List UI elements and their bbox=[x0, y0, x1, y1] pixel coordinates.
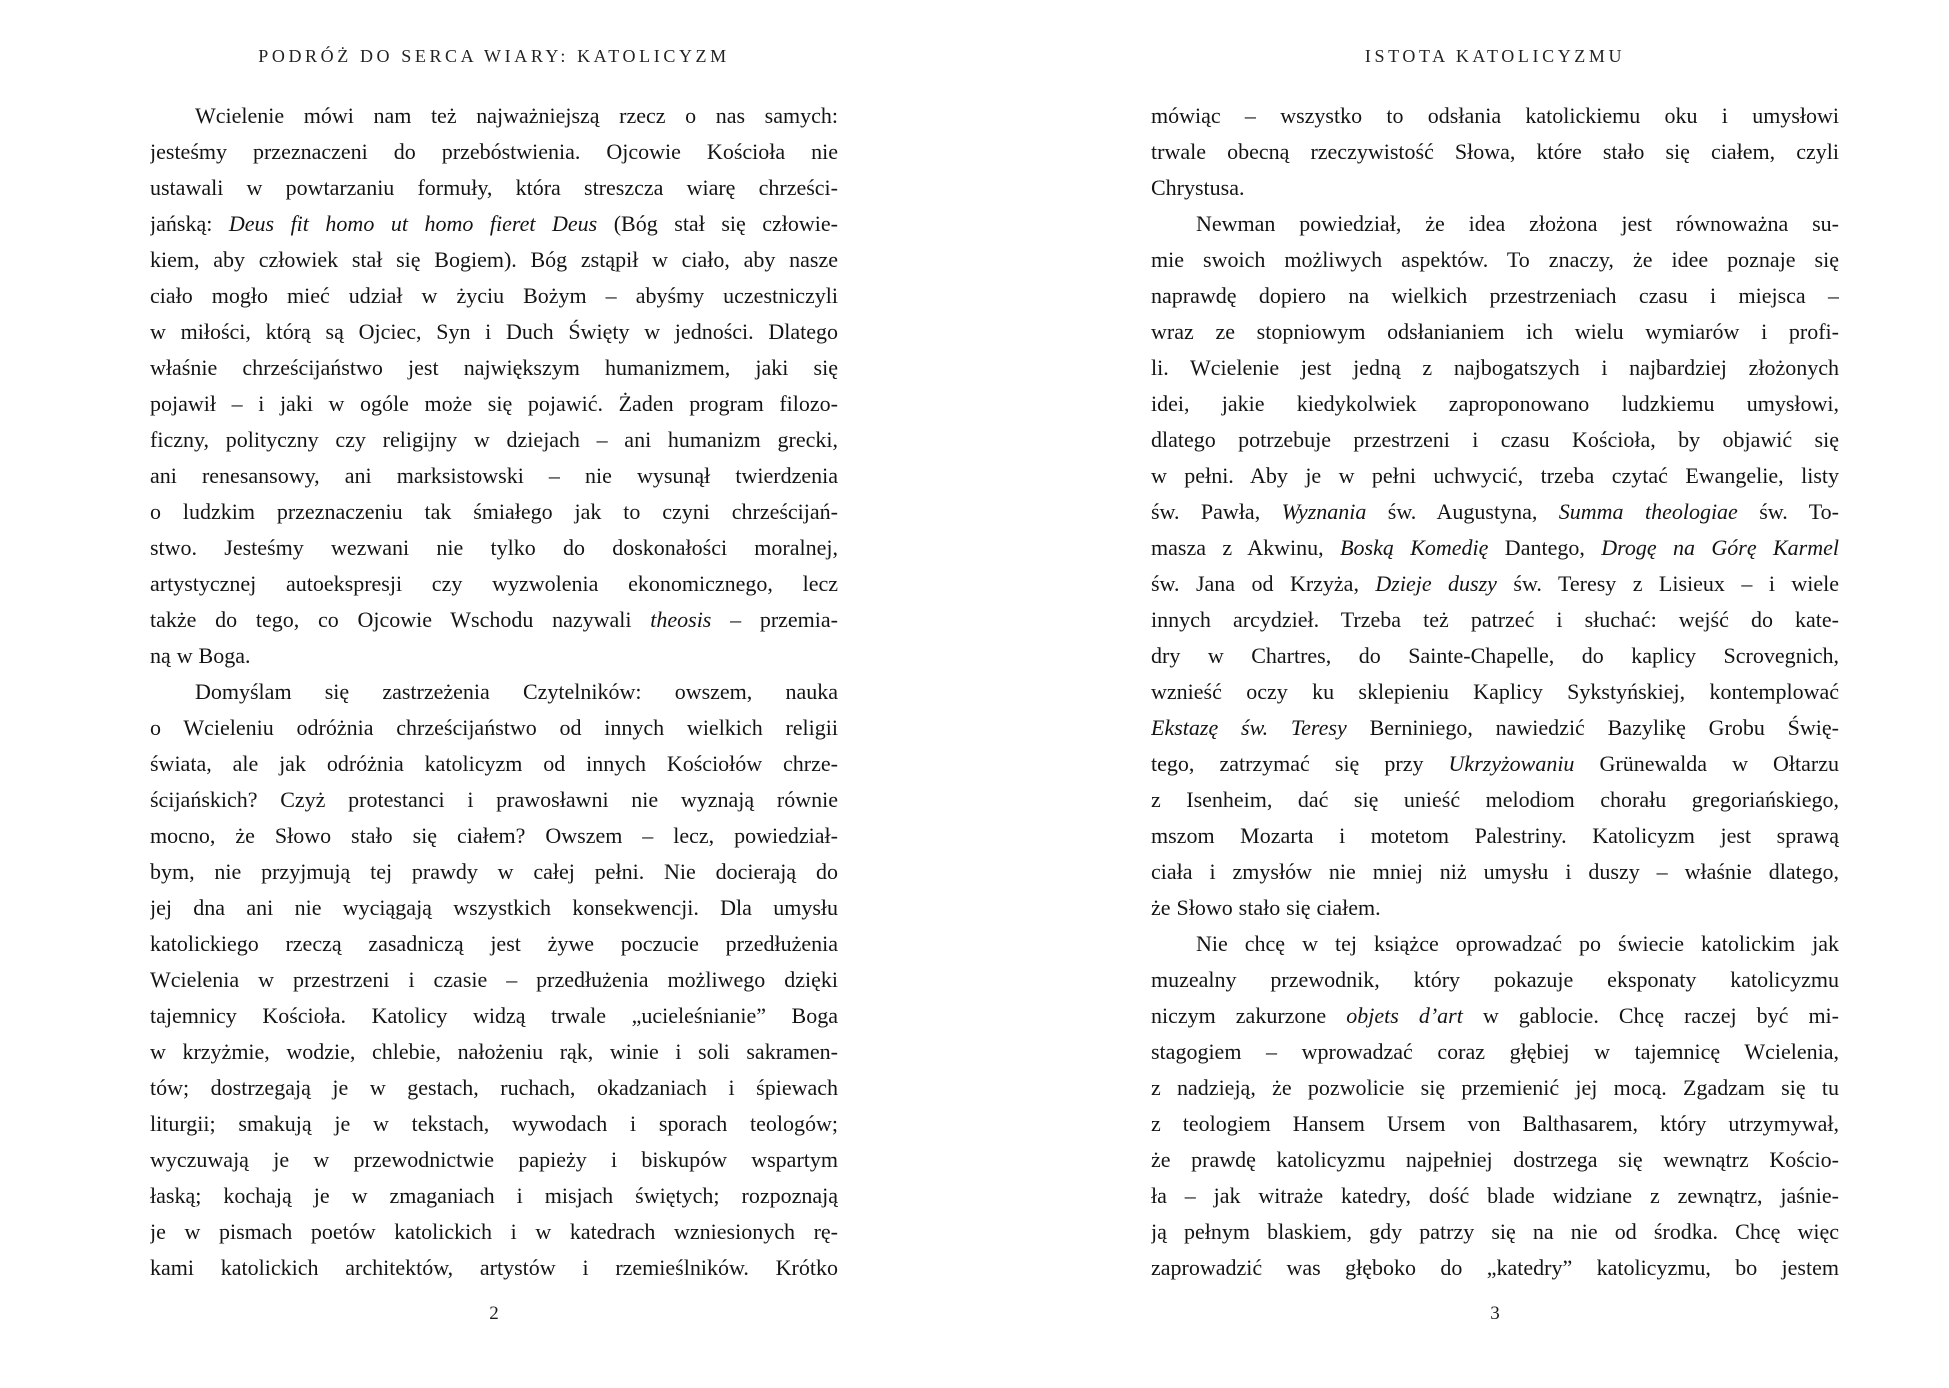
text-run: – przemia- bbox=[711, 607, 838, 632]
text-line bbox=[1151, 854, 1839, 890]
text-line bbox=[150, 782, 838, 818]
running-header-right: ISTOTA KATOLICYZMU bbox=[1364, 46, 1626, 66]
text-line bbox=[150, 1142, 838, 1178]
text-run: ciało mogło mieć udział w życiu Bożym – abyśmy uczestniczyli bbox=[150, 283, 838, 308]
page-right bbox=[974, 0, 1949, 1388]
text-line bbox=[1151, 1142, 1839, 1178]
text-line bbox=[150, 1106, 838, 1142]
text-line bbox=[150, 962, 838, 998]
text-run: naprawdę dopiero na wielkich przestrzeniach czasu i miejsca – bbox=[1151, 283, 1839, 308]
text-run: o ludzkim przeznaczeniu tak śmiałego jak to czyni chrześcijań- bbox=[150, 499, 838, 524]
text-line bbox=[1151, 1214, 1839, 1250]
text-run: bym, nie przyjmują tej prawdy w całej pełni. Nie docierają do bbox=[150, 859, 838, 884]
text-line bbox=[1151, 602, 1839, 638]
text-line bbox=[150, 566, 838, 602]
text-line bbox=[150, 314, 838, 350]
page-body bbox=[150, 98, 838, 1286]
text-line bbox=[150, 134, 838, 170]
text-run: świata, ale jak odróżnia katolicyzm od innych Kościołów chrze- bbox=[150, 751, 838, 776]
text-line bbox=[150, 1250, 838, 1286]
text-run: jesteśmy przeznaczeni do przebóstwienia. Ojcowie Kościoła nie bbox=[150, 139, 838, 164]
text-run: trwale obecną rzeczywistość Słowa, które stało się ciałem, czyli bbox=[1151, 139, 1839, 164]
text-line bbox=[1151, 566, 1839, 602]
page-number-left: 2 bbox=[489, 1303, 499, 1324]
text-run: jańską: bbox=[150, 211, 229, 236]
text-run: w miłości, którą są Ojciec, Syn i Duch Święty w jedności. Dlatego bbox=[150, 319, 838, 344]
text-run: św. Teresy z Lisieux – i wiele bbox=[1496, 571, 1839, 596]
text-line bbox=[1151, 206, 1839, 242]
text-line bbox=[150, 1034, 838, 1070]
italic-text-run: Drogę na Górę Karmel bbox=[1601, 535, 1839, 560]
text-run: li. Wcielenie jest jedną z najbogatszych i najbardziej złożonych bbox=[1151, 355, 1839, 380]
text-line bbox=[150, 494, 838, 530]
text-run: tego, zatrzymać się przy bbox=[1151, 751, 1449, 776]
text-line bbox=[1151, 962, 1839, 998]
text-run: z Isenheim, dać się unieść melodiom chorału gregoriańskiego, bbox=[1151, 787, 1839, 812]
text-run: w pełni. Aby je w pełni uchwycić, trzeba czytać Ewangelie, listy bbox=[1151, 463, 1839, 488]
page-number-right: 3 bbox=[1490, 1303, 1500, 1324]
text-run: z nadzieją, że pozwolicie się przemienić jej mocą. Zgadzam się tu bbox=[1151, 1075, 1839, 1100]
text-run: mówiąc – wszystko to odsłania katolickiemu oku i umysłowi bbox=[1151, 103, 1839, 128]
text-line bbox=[1151, 278, 1839, 314]
page-body bbox=[1151, 98, 1839, 1286]
text-run: wraz ze stopniowym odsłanianiem ich wielu wymiarów i profi- bbox=[1151, 319, 1839, 344]
text-run: ficzny, polityczny czy religijny w dziejach – ani humanizm grecki, bbox=[150, 427, 838, 452]
italic-text-run: Wyznania bbox=[1281, 499, 1367, 524]
italic-text-run: Ukrzyżowaniu bbox=[1448, 751, 1575, 776]
text-run: św. Augustyna, bbox=[1366, 499, 1559, 524]
text-run: że Słowo stało się ciałem. bbox=[1151, 895, 1381, 920]
text-run: ciała i zmysłów nie mniej niż umysłu i duszy – właśnie dlatego, bbox=[1151, 859, 1839, 884]
text-line bbox=[150, 710, 838, 746]
text-run: z teologiem Hansem Ursem von Balthasarem, który utrzymywał, bbox=[1151, 1111, 1839, 1136]
text-run: Domyślam się zastrzeżenia Czytelników: owszem, nauka bbox=[195, 679, 838, 704]
text-run: tów; dostrzegają je w gestach, ruchach, okadzaniach i śpiewach bbox=[150, 1075, 838, 1100]
text-line bbox=[150, 854, 838, 890]
text-line bbox=[150, 1214, 838, 1250]
text-run: św. To- bbox=[1737, 499, 1839, 524]
text-run: Dantego, bbox=[1488, 535, 1602, 560]
text-run: Wcielenia w przestrzeni i czasie – przedłużenia możliwego dzięki bbox=[150, 967, 838, 992]
text-run: katolickiego rzeczą zasadniczą jest żywe poczucie przedłużenia bbox=[150, 931, 838, 956]
text-run: stwo. Jesteśmy wezwani nie tylko do doskonałości moralnej, bbox=[150, 535, 838, 560]
text-run: dry w Chartres, do Sainte-Chapelle, do kaplicy Scrovegnich, bbox=[1151, 643, 1839, 668]
text-line bbox=[1151, 350, 1839, 386]
text-run: Grünewalda w Ołtarzu bbox=[1574, 751, 1839, 776]
text-line bbox=[1151, 1250, 1839, 1286]
text-line bbox=[1151, 134, 1839, 170]
text-line bbox=[1151, 890, 1839, 926]
text-run: Berniniego, nawiedzić Bazylikę Grobu Świę- bbox=[1346, 715, 1839, 740]
text-line bbox=[1151, 1178, 1839, 1214]
text-line bbox=[1151, 386, 1839, 422]
text-line bbox=[150, 386, 838, 422]
text-run: muzealny przewodnik, który pokazuje eksponaty katolicyzmu bbox=[1151, 967, 1839, 992]
text-line bbox=[1151, 98, 1839, 134]
text-line bbox=[1151, 674, 1839, 710]
italic-text-run: Boską Komedię bbox=[1340, 535, 1489, 560]
text-line bbox=[150, 98, 838, 134]
text-line bbox=[150, 890, 838, 926]
text-line bbox=[150, 818, 838, 854]
text-line bbox=[150, 170, 838, 206]
text-run: że prawdę katolicyzmu najpełniej dostrzega się wewnątrz Kościo- bbox=[1151, 1147, 1839, 1172]
text-run: kiem, aby człowiek stał się Bogiem). Bóg zstąpił w ciało, aby nasze bbox=[150, 247, 838, 272]
text-run: masza z Akwinu, bbox=[1151, 535, 1341, 560]
text-line bbox=[150, 242, 838, 278]
text-line bbox=[150, 638, 838, 674]
text-line bbox=[1151, 782, 1839, 818]
text-line bbox=[1151, 458, 1839, 494]
text-run: Chrystusa. bbox=[1151, 175, 1245, 200]
text-line bbox=[1151, 1034, 1839, 1070]
text-run: idei, jakie kiedykolwiek zaproponowano ludzkiemu umysłowi, bbox=[1151, 391, 1839, 416]
text-line bbox=[150, 1178, 838, 1214]
text-line bbox=[1151, 998, 1839, 1034]
text-run: tajemnicy Kościoła. Katolicy widzą trwale „ucieleśnianie” Boga bbox=[150, 1003, 838, 1028]
text-line bbox=[150, 746, 838, 782]
text-line bbox=[1151, 818, 1839, 854]
text-line bbox=[150, 926, 838, 962]
text-run: zaprowadzić was głęboko do „katedry” katolicyzmu, bo jestem bbox=[1151, 1255, 1839, 1280]
text-run: kami katolickich architektów, artystów i rzemieślników. Krótko bbox=[150, 1255, 838, 1280]
text-run: (Bóg stał się człowie- bbox=[597, 211, 838, 236]
text-run: je w pismach poetów katolickich i w katedrach wzniesionych rę- bbox=[150, 1219, 838, 1244]
text-run: o Wcieleniu odróżnia chrześcijaństwo od innych wielkich religii bbox=[150, 715, 838, 740]
text-run: łaską; kochają je w zmaganiach i misjach świętych; rozpoznają bbox=[150, 1183, 838, 1208]
text-run: w krzyżmie, wodzie, chlebie, nałożeniu rąk, winie i soli sakramen- bbox=[150, 1039, 838, 1064]
italic-text-run: Dzieje duszy bbox=[1375, 571, 1497, 596]
text-run: ła – jak witraże katedry, dość blade widziane z zewnątrz, jaśnie- bbox=[1151, 1183, 1839, 1208]
text-line bbox=[150, 206, 838, 242]
text-line bbox=[1151, 638, 1839, 674]
page-left bbox=[0, 0, 974, 1388]
text-line bbox=[1151, 314, 1839, 350]
text-run: ustawali w powtarzaniu formuły, która streszcza wiarę chrześci- bbox=[150, 175, 838, 200]
italic-text-run: Summa theologiae bbox=[1558, 499, 1738, 524]
running-header-left: PODRÓŻ DO SERCA WIARY: KATOLICYZM bbox=[258, 46, 730, 66]
text-line bbox=[150, 350, 838, 386]
text-run: mie swoich możliwych aspektów. To znaczy, że idee poznaje się bbox=[1151, 247, 1839, 272]
text-line bbox=[1151, 494, 1839, 530]
text-line bbox=[1151, 1106, 1839, 1142]
text-line bbox=[150, 278, 838, 314]
text-line bbox=[150, 422, 838, 458]
text-run: św. Pawła, bbox=[1151, 499, 1282, 524]
text-line bbox=[1151, 1070, 1839, 1106]
text-run: Wcielenie mówi nam też najważniejszą rzecz o nas samych: bbox=[195, 103, 838, 128]
text-run: artystycznej autoekspresji czy wyzwolenia ekonomicznego, lecz bbox=[150, 571, 838, 596]
italic-text-run: Ekstazę św. Teresy bbox=[1151, 715, 1347, 740]
text-run: właśnie chrześcijaństwo jest największym humanizmem, jaki się bbox=[150, 355, 838, 380]
text-line bbox=[150, 674, 838, 710]
text-line bbox=[1151, 926, 1839, 962]
text-run: ani renesansowy, ani marksistowski – nie wysunął twierdzenia bbox=[150, 463, 838, 488]
text-run: pojawił – i jaki w ogóle może się pojawić. Żaden program filozo- bbox=[150, 391, 838, 416]
text-line bbox=[1151, 746, 1839, 782]
text-line bbox=[150, 602, 838, 638]
text-run: liturgii; smakują je w tekstach, wywodach i sporach teologów; bbox=[150, 1111, 838, 1136]
italic-text-run: Deus fit homo ut homo fieret Deus bbox=[228, 211, 598, 236]
text-run: jej dna ani nie wyciągają wszystkich konsekwencji. Dla umysłu bbox=[150, 895, 838, 920]
text-run: wznieść oczy ku sklepieniu Kaplicy Sykstyńskiej, kontemplować bbox=[1151, 679, 1839, 704]
text-line bbox=[1151, 530, 1839, 566]
text-line bbox=[150, 530, 838, 566]
text-run: ścijańskich? Czyż protestanci i prawosławni nie wyznają równie bbox=[150, 787, 838, 812]
text-line bbox=[150, 998, 838, 1034]
text-run: mocno, że Słowo stało się ciałem? Owszem – lecz, powiedział- bbox=[150, 823, 838, 848]
text-line bbox=[150, 1070, 838, 1106]
text-run: wyczuwają je w przewodnictwie papieży i biskupów wspartym bbox=[150, 1147, 838, 1172]
text-line bbox=[1151, 422, 1839, 458]
text-line bbox=[1151, 170, 1839, 206]
text-run: ją pełnym blaskiem, gdy patrzy się na nie od środka. Chcę więc bbox=[1151, 1219, 1839, 1244]
text-run: także do tego, co Ojcowie Wschodu nazywali bbox=[150, 607, 651, 632]
text-line bbox=[150, 458, 838, 494]
italic-text-run: theosis bbox=[650, 607, 712, 632]
text-run: mszom Mozarta i motetom Palestriny. Katolicyzm jest sprawą bbox=[1151, 823, 1839, 848]
text-line bbox=[1151, 710, 1839, 746]
text-run: ną w Boga. bbox=[150, 643, 251, 668]
text-run: stagogiem – wprowadzać coraz głębiej w tajemnicę Wcielenia, bbox=[1151, 1039, 1839, 1064]
text-run: Newman powiedział, że idea złożona jest równoważna su- bbox=[1196, 211, 1839, 236]
text-line bbox=[1151, 242, 1839, 278]
text-run: niczym zakurzone bbox=[1151, 1003, 1347, 1028]
text-run: w gablocie. Chcę raczej być mi- bbox=[1462, 1003, 1839, 1028]
text-run: św. Jana od Krzyża, bbox=[1151, 571, 1376, 596]
text-run: dlatego potrzebuje przestrzeni i czasu Kościoła, by objawić się bbox=[1151, 427, 1839, 452]
text-run: Nie chcę w tej książce oprowadzać po świecie katolickim jak bbox=[1196, 931, 1839, 956]
text-run: innych arcydzieł. Trzeba też patrzeć i słuchać: wejść do kate- bbox=[1151, 607, 1839, 632]
italic-text-run: objets d’art bbox=[1346, 1003, 1463, 1028]
